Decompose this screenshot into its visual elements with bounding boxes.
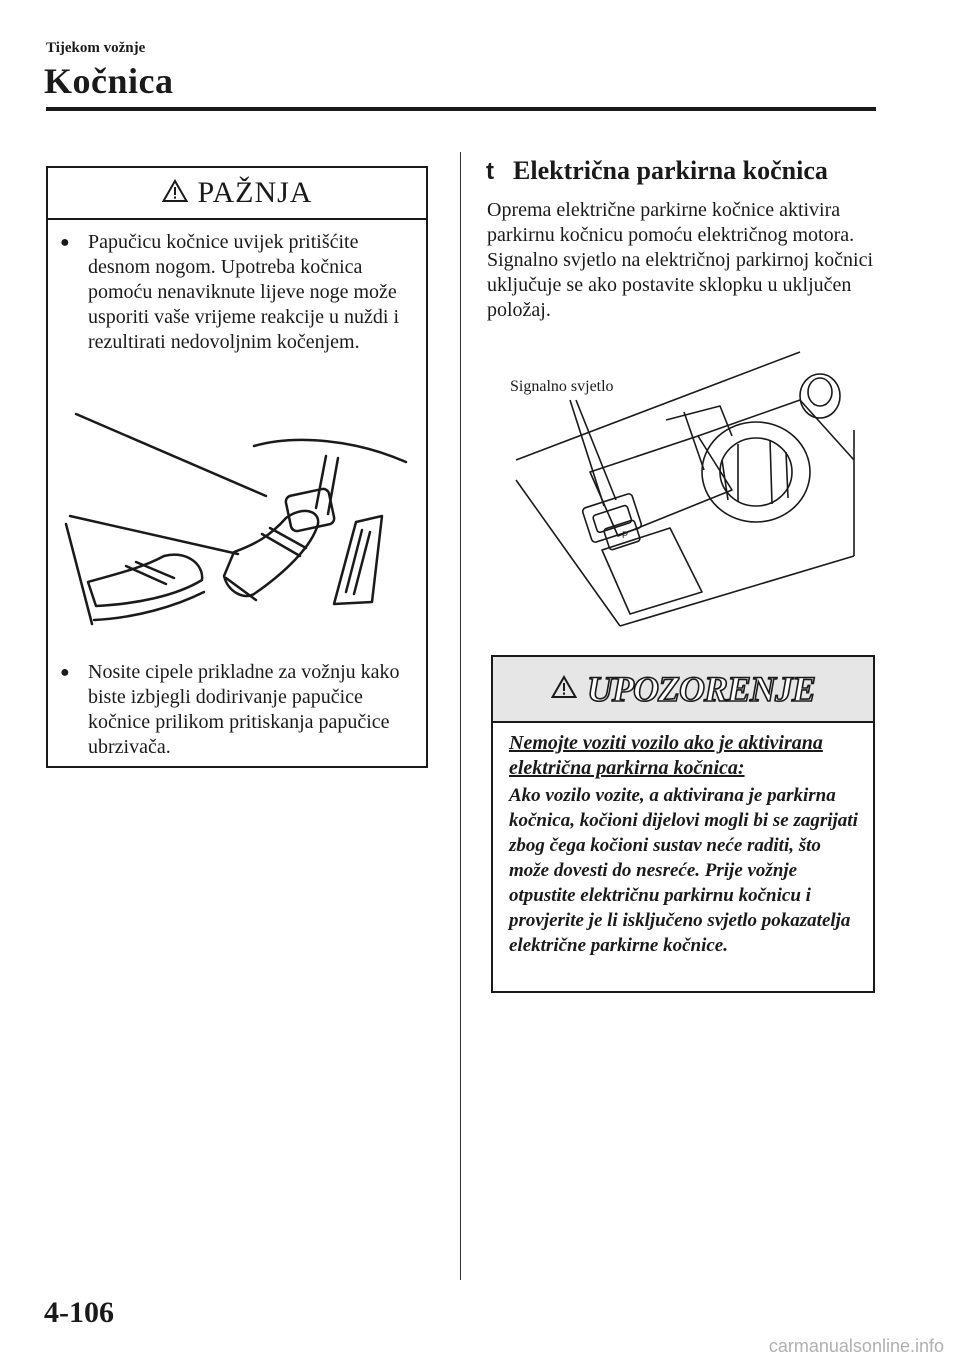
parking-switch-symbol: P bbox=[622, 530, 629, 540]
bullet-icon: ● bbox=[60, 234, 70, 251]
caution-bullet-text: Papučicu kočnice uvijek pritišćite desnom nogom. Upotreba kočnica pomoću nenaviknute lijeve noge može usporiti vaše vrijeme reakcije u nuždi i rezultirati nedovoljnim kočenjem. bbox=[88, 231, 400, 353]
warning-triangle-icon bbox=[162, 179, 188, 208]
page-title: Kočnica bbox=[44, 61, 174, 101]
watermark: carmanualsonline.info bbox=[768, 1336, 944, 1356]
column-divider bbox=[460, 152, 461, 1280]
warning-header bbox=[493, 657, 873, 723]
caution-box bbox=[46, 166, 428, 768]
section-label: Tijekom vožnje bbox=[46, 40, 146, 56]
warning-title: UPOZORENJE bbox=[586, 669, 815, 709]
section-marker: t bbox=[486, 158, 494, 185]
warning-body: Ako vozilo vozite, a aktivirana je parkirna kočnica, kočioni dijelovi mogli bi se zagrijati zbog čega kočioni sustav neće raditi, što može dovesti do nesreće. Prije vožnje otpustite električnu parkirnu kočnicu i provjerite je li isključeno svjetlo pokazatelja električne parkirne kočnice. bbox=[509, 785, 858, 956]
title-rule bbox=[46, 107, 876, 111]
bullet-icon: ● bbox=[60, 664, 70, 681]
caution-bullet-text: Nosite cipele prikladne za vožnju kako biste izbjegli dodirivanje papučice kočnice prilikom pritiskanja papučice ubrzivača. bbox=[88, 661, 400, 758]
parking-brake-figure bbox=[470, 340, 870, 640]
section-heading: Električna parkirna kočnica bbox=[513, 156, 828, 185]
pedal-illustration bbox=[56, 406, 420, 636]
section-intro: Oprema električne parkirne kočnice aktivira parkirnu kočnicu pomoću električnog motora. Signalno svjetlo na električnoj parkirnoj kočnici uključuje se ako postavite sklopku u uključen položaj. bbox=[487, 199, 874, 321]
caution-title: PAŽNJA bbox=[197, 176, 313, 209]
caution-bullet bbox=[60, 660, 420, 760]
warning-triangle-icon bbox=[551, 675, 577, 704]
page-number: 4-106 bbox=[44, 1296, 114, 1329]
warning-lead: Nemojte voziti vozilo ako je aktivirana električna parkirna kočnica: bbox=[509, 732, 823, 779]
signal-light-label: Signalno svjetlo bbox=[510, 378, 614, 395]
warning-box bbox=[491, 655, 875, 993]
caution-header bbox=[48, 168, 426, 220]
caution-bullet bbox=[60, 230, 420, 355]
